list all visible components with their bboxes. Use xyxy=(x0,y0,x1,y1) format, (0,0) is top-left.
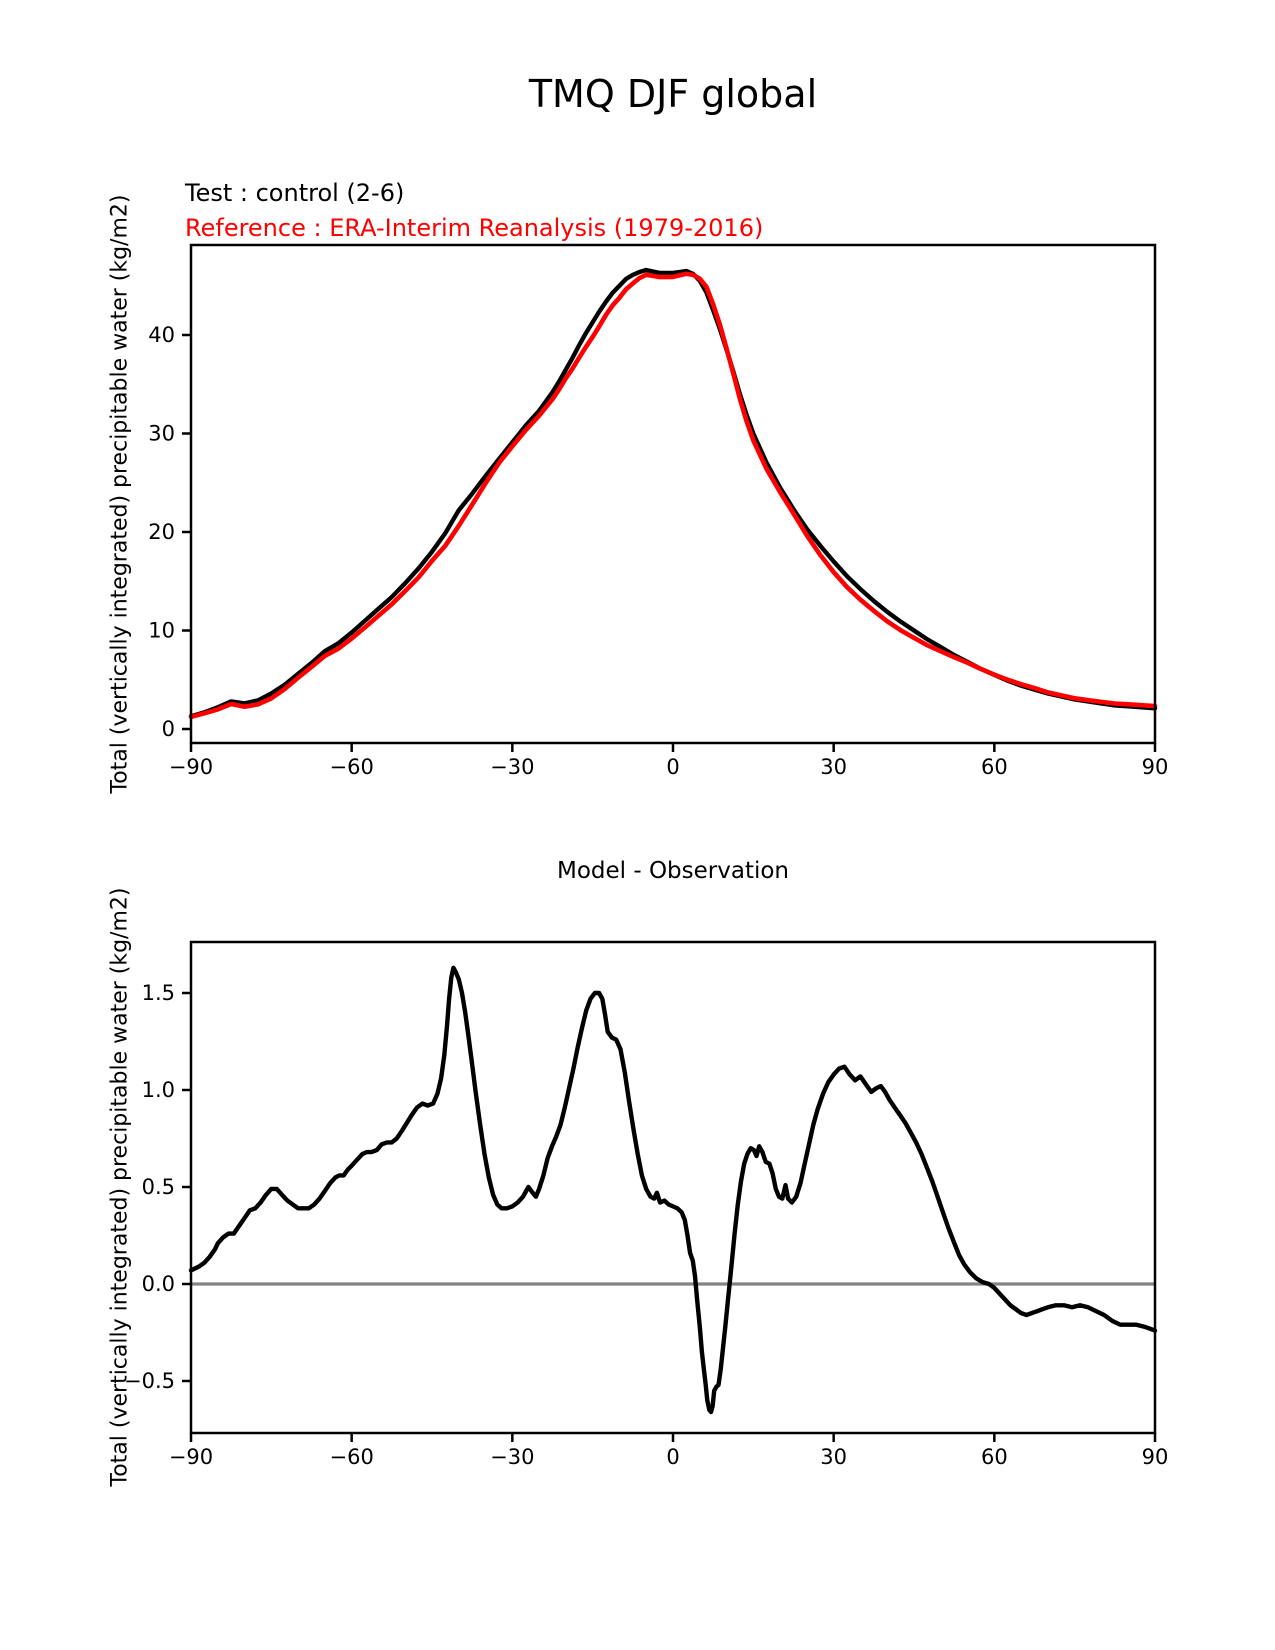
x-tick-label: 30 xyxy=(820,1445,848,1469)
x-tick-label: −30 xyxy=(490,1445,535,1469)
y-tick-label: 1.0 xyxy=(141,1078,175,1102)
y-tick-label: −0.5 xyxy=(124,1369,175,1393)
x-tick-label: −60 xyxy=(329,1445,374,1469)
y-tick-label: 20 xyxy=(148,520,175,544)
legend xyxy=(185,176,763,246)
y-tick-label: 10 xyxy=(148,618,175,643)
y-tick-label: 0.0 xyxy=(141,1272,175,1296)
model-minus-observation-plot-spines xyxy=(191,942,1155,1433)
main-title: TMQ DJF global xyxy=(528,72,818,116)
bottom-plot-ylabel: Total (vertically integrated) precipitable water (kg/m2) xyxy=(107,887,133,1487)
y-tick-label: 30 xyxy=(148,421,175,446)
x-tick-label: 0 xyxy=(666,1445,680,1469)
x-tick-label: 60 xyxy=(980,755,1008,779)
x-tick-label: −60 xyxy=(329,755,374,779)
x-tick-label: 30 xyxy=(820,755,848,779)
x-tick-label: −90 xyxy=(168,755,214,779)
y-tick-label: 0.5 xyxy=(141,1175,175,1199)
x-tick-label: −90 xyxy=(168,1445,214,1469)
x-tick-label: 90 xyxy=(1141,755,1169,779)
x-tick-label: 60 xyxy=(980,1445,1008,1469)
legend-reference-label: Reference : ERA-Interim Reanalysis (1979-2016) xyxy=(185,214,764,242)
precipitable-water-plot-spines xyxy=(191,245,1155,743)
bottom-plot-title: Model - Observation xyxy=(556,858,790,884)
precipitable-water-plot-series-1 xyxy=(191,274,1155,717)
x-tick-label: 0 xyxy=(666,755,680,779)
y-tick-label: 1.5 xyxy=(141,981,175,1005)
legend-test-label: Test : control (2-6) xyxy=(185,179,405,207)
model-minus-observation-plot-series-0 xyxy=(191,968,1155,1412)
y-tick-label: 40 xyxy=(148,323,175,347)
y-tick-label: 0 xyxy=(161,717,175,741)
top-plot-ylabel: Total (vertically integrated) precipitable water (kg/m2) xyxy=(107,194,133,794)
x-tick-label: −30 xyxy=(490,755,535,779)
x-tick-label: 90 xyxy=(1141,1445,1169,1469)
